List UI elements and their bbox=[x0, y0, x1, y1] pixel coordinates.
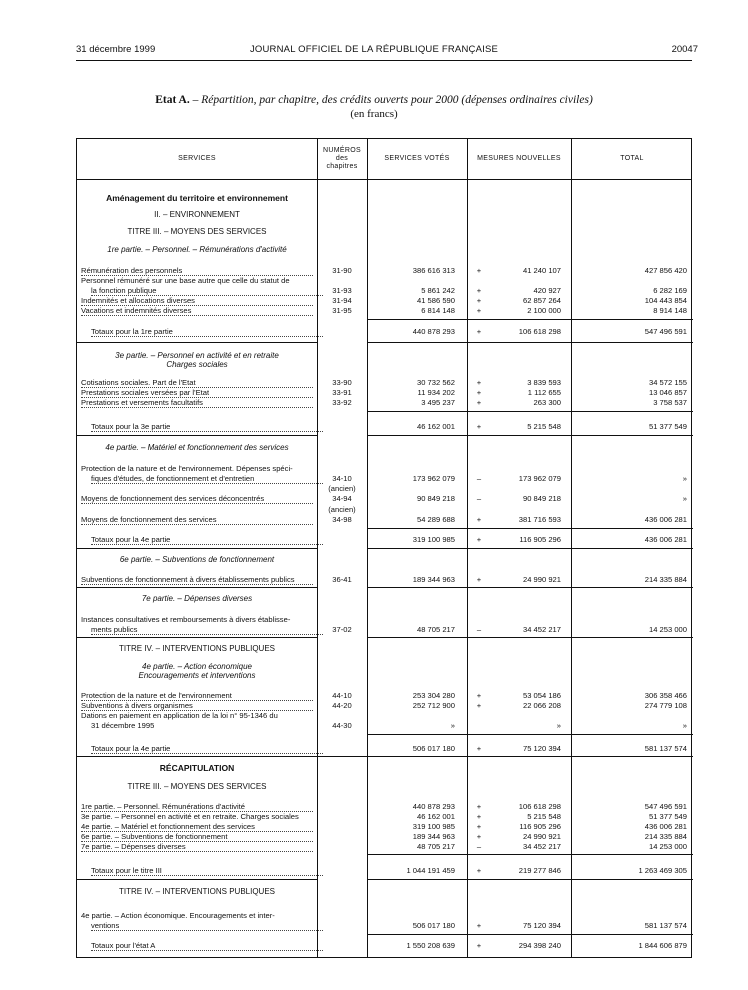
table-row: Personnel rémunéré sur une base autre que celle du statut de bbox=[81, 276, 290, 285]
recap-row: 7e partie. – Dépenses diverses 48 705 217 – 34 452 217 14 253 000 bbox=[81, 842, 687, 851]
table-row: Vacations et indemnités diverses 31-95 6 814 148 + 2 100 000 8 914 148 bbox=[81, 306, 687, 315]
table-row: Indemnités et allocations diverses 31-94 41 586 590 + 62 857 264 104 443 854 bbox=[81, 296, 687, 305]
subtotal-row: Totaux pour la 1re partie 440 878 293 + 106 618 298 547 496 591 bbox=[91, 327, 687, 336]
header-journal: JOURNAL OFFICIEL DE LA RÉPUBLIQUE FRANÇAISE bbox=[249, 44, 499, 55]
col-header-des: des bbox=[335, 155, 349, 162]
part-heading: 4e partie. – Action économique bbox=[142, 662, 252, 671]
table-row: Dations en paiement en application de la loi n° 95-1346 du bbox=[81, 711, 278, 720]
table-row: la fonction publique 31-93 5 861 242 + 420 927 6 282 169 bbox=[91, 286, 687, 295]
table-row: Moyens de fonctionnement des services 34-98 54 289 688 + 381 716 593 436 006 281 bbox=[81, 515, 687, 524]
table-row: (ancien) bbox=[328, 484, 356, 493]
budget-table bbox=[76, 138, 692, 958]
page-header bbox=[0, 44, 748, 60]
section-rule bbox=[77, 756, 693, 757]
recap-row: 6e partie. – Subventions de fonctionnement 189 344 963 + 24 990 921 214 335 884 bbox=[81, 832, 687, 841]
recap-row: ventions 506 017 180 + 75 120 394 581 137 574 bbox=[91, 921, 687, 930]
title-dash: – bbox=[189, 94, 202, 106]
part-heading: 1re partie. – Personnel. – Rémunérations d'activité bbox=[107, 245, 287, 254]
part-heading: 3e partie. – Personnel en activité et en retraite bbox=[115, 351, 279, 360]
section-heading: TITRE IV. – INTERVENTIONS PUBLIQUES bbox=[118, 644, 276, 653]
subtotal-row: Totaux pour la 4e partie 319 100 985 + 116 905 296 436 006 281 bbox=[91, 535, 687, 544]
table-row: Protection de la nature et de l'environnement. Dépenses spéci- bbox=[81, 464, 293, 473]
table-row: (ancien) bbox=[328, 505, 356, 514]
title-unit: (en francs) bbox=[350, 108, 398, 120]
subtotal-row: Totaux pour la 3e partie 46 162 001 + 5 215 548 51 377 549 bbox=[91, 422, 687, 431]
col-header-numeros: NUMÉROS bbox=[323, 147, 361, 154]
header-page-number: 20047 bbox=[671, 44, 698, 55]
subtotal-row: Totaux pour le titre III 1 044 191 459 + 219 277 846 1 263 469 305 bbox=[91, 866, 687, 875]
col-header-chapitres: chapitres bbox=[326, 163, 358, 170]
section-heading: II. – ENVIRONNEMENT bbox=[154, 210, 240, 219]
part-heading: Charges sociales bbox=[166, 360, 228, 369]
part-heading: Encouragements et interventions bbox=[138, 671, 256, 680]
table-row: Cotisations sociales. Part de l'Etat 33-90 30 732 562 + 3 839 593 34 572 155 bbox=[81, 378, 687, 387]
col-header-total: TOTAL bbox=[620, 155, 644, 162]
title-label: Etat A. bbox=[155, 94, 190, 106]
recap-row: 3e partie. – Personnel en activité et en retraite. Charges sociales 46 162 001 + 5 215 548 51 377 549 bbox=[81, 812, 687, 821]
col-header-services-votes: SERVICES VOTÉS bbox=[384, 155, 450, 162]
recap-row: 4e partie. – Action économique. Encouragements et inter- bbox=[81, 911, 275, 920]
recap-heading: RÉCAPITULATION bbox=[159, 763, 235, 773]
part-heading: 7e partie. – Dépenses diverses bbox=[141, 594, 253, 603]
recap-row: 1re partie. – Personnel. Rémunérations d'activité 440 878 293 + 106 618 298 547 496 591 bbox=[81, 802, 687, 811]
part-heading: 4e partie. – Matériel et fonctionnement des services bbox=[105, 443, 289, 452]
table-row: ments publics 37-02 48 705 217 – 34 452 217 14 253 000 bbox=[91, 625, 687, 634]
header-date: 31 décembre 1999 bbox=[76, 44, 156, 55]
title-text: Répartition, par chapitre, des crédits ouverts pour 2000 (dépenses ordinaires civiles) bbox=[201, 94, 593, 106]
grand-total-row: Totaux pour l'état A 1 550 208 639 + 294 398 240 1 844 606 879 bbox=[91, 941, 687, 950]
table-row: Protection de la nature et de l'environnement 44-10 253 304 280 + 53 054 186 306 358 466 bbox=[81, 691, 687, 700]
table-row: Subventions de fonctionnement à divers établissements publics 36-41 189 344 963 + 24 990 921 214 335 884 bbox=[81, 575, 687, 584]
header-rule bbox=[76, 60, 692, 61]
table-row: Instances consultatives et remboursements à divers établisse- bbox=[81, 615, 291, 624]
col-header-mesures-nouvelles: MESURES NOUVELLES bbox=[477, 155, 561, 162]
table-row: Prestations et versements facultatifs 33-92 3 495 237 + 263 300 3 758 537 bbox=[81, 398, 687, 407]
table-row: Rémunération des personnels 31-90 386 616 313 + 41 240 107 427 856 420 bbox=[81, 266, 687, 275]
table-row: fiques d'études, de fonctionnement et d'entretien 34-10 173 962 079 – 173 962 079 » bbox=[91, 474, 687, 483]
section-heading: TITRE III. – MOYENS DES SERVICES bbox=[127, 782, 267, 791]
document-title bbox=[0, 94, 748, 106]
col-header-services: SERVICES bbox=[178, 155, 216, 162]
section-heading: Aménagement du territoire et environnement bbox=[106, 193, 288, 203]
table-row: Prestations sociales versées par l'Etat 33-91 11 934 202 + 1 112 655 13 046 857 bbox=[81, 388, 687, 397]
subtotal-row: Totaux pour la 4e partie 506 017 180 + 75 120 394 581 137 574 bbox=[91, 744, 687, 753]
section-heading: TITRE IV. – INTERVENTIONS PUBLIQUES bbox=[118, 887, 276, 896]
section-heading: TITRE III. – MOYENS DES SERVICES bbox=[127, 227, 267, 236]
part-heading: 6e partie. – Subventions de fonctionnement bbox=[119, 555, 275, 564]
table-row: Moyens de fonctionnement des services déconcentrés 34-94 90 849 218 – 90 849 218 » bbox=[81, 494, 687, 503]
table-row: Subventions à divers organismes 44-20 252 712 900 + 22 066 208 274 779 108 bbox=[81, 701, 687, 710]
table-row: 31 décembre 1995 44-30 » » » bbox=[91, 721, 687, 730]
table-header-rule bbox=[77, 179, 691, 180]
recap-row: 4e partie. – Matériel et fonctionnement des services 319 100 985 + 116 905 296 436 006 281 bbox=[81, 822, 687, 831]
